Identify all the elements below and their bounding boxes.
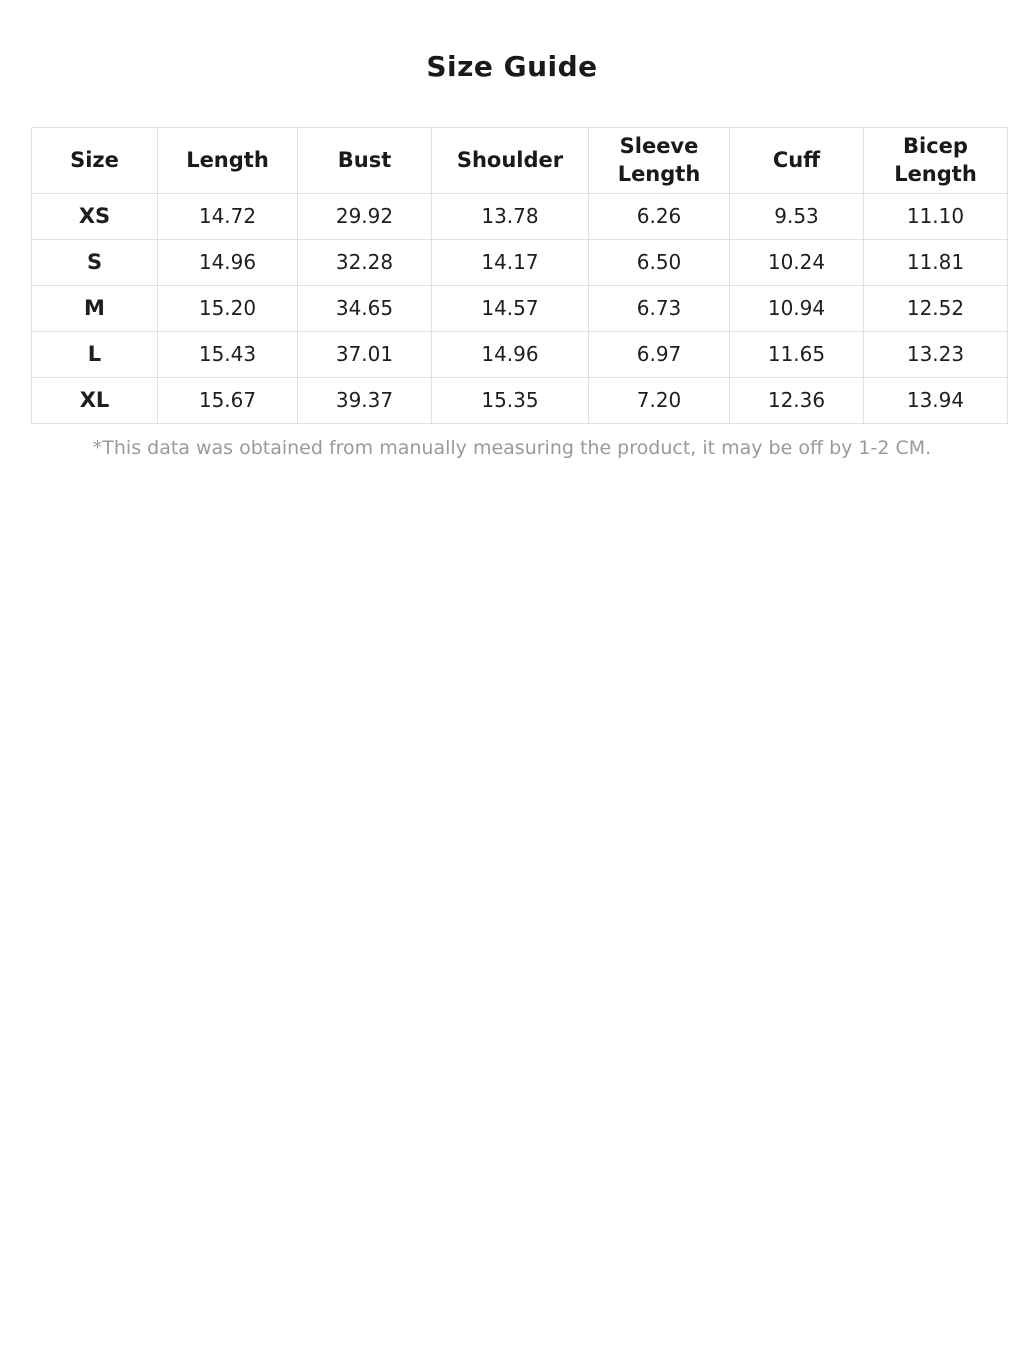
cell-size: XS [32, 193, 158, 239]
cell-bust: 29.92 [298, 193, 432, 239]
header-cell-sleeve-length: Sleeve Length [589, 128, 730, 194]
cell-shoulder: 13.78 [432, 193, 589, 239]
cell-bicep-length: 11.81 [864, 239, 1008, 285]
cell-size: XL [32, 377, 158, 423]
cell-sleeve-length: 6.73 [589, 285, 730, 331]
table-row-m [32, 285, 1008, 331]
cell-shoulder: 14.96 [432, 331, 589, 377]
cell-cuff: 11.65 [730, 331, 864, 377]
table-row-l [32, 331, 1008, 377]
cell-size: M [32, 285, 158, 331]
table-row-xl [32, 377, 1008, 423]
cell-cuff: 10.24 [730, 239, 864, 285]
header-cell-length: Length [158, 128, 298, 194]
header-cell-bicep-length: Bicep Length [864, 128, 1008, 194]
cell-cuff: 10.94 [730, 285, 864, 331]
size-guide-table [31, 127, 1008, 424]
table-body [32, 193, 1008, 423]
cell-sleeve-length: 6.97 [589, 331, 730, 377]
cell-sleeve-length: 6.50 [589, 239, 730, 285]
header-cell-cuff: Cuff [730, 128, 864, 194]
cell-bust: 37.01 [298, 331, 432, 377]
cell-sleeve-length: 7.20 [589, 377, 730, 423]
cell-bust: 34.65 [298, 285, 432, 331]
table-header-row [32, 128, 1008, 194]
cell-length: 14.72 [158, 193, 298, 239]
cell-cuff: 12.36 [730, 377, 864, 423]
cell-length: 15.67 [158, 377, 298, 423]
header-cell-size: Size [32, 128, 158, 194]
cell-length: 15.43 [158, 331, 298, 377]
cell-length: 14.96 [158, 239, 298, 285]
cell-shoulder: 14.57 [432, 285, 589, 331]
cell-size: L [32, 331, 158, 377]
measurement-disclaimer: *This data was obtained from manually measuring the product, it may be off by 1-2 CM. [92, 436, 932, 459]
page-title: Size Guide [426, 50, 598, 83]
table-row-xs [32, 193, 1008, 239]
table-header [32, 128, 1008, 194]
header-cell-shoulder: Shoulder [432, 128, 589, 194]
cell-size: S [32, 239, 158, 285]
cell-length: 15.20 [158, 285, 298, 331]
cell-cuff: 9.53 [730, 193, 864, 239]
table-row-s [32, 239, 1008, 285]
cell-shoulder: 15.35 [432, 377, 589, 423]
cell-bust: 32.28 [298, 239, 432, 285]
cell-shoulder: 14.17 [432, 239, 589, 285]
cell-bicep-length: 13.94 [864, 377, 1008, 423]
cell-sleeve-length: 6.26 [589, 193, 730, 239]
cell-bust: 39.37 [298, 377, 432, 423]
header-cell-bust: Bust [298, 128, 432, 194]
cell-bicep-length: 12.52 [864, 285, 1008, 331]
cell-bicep-length: 13.23 [864, 331, 1008, 377]
cell-bicep-length: 11.10 [864, 193, 1008, 239]
